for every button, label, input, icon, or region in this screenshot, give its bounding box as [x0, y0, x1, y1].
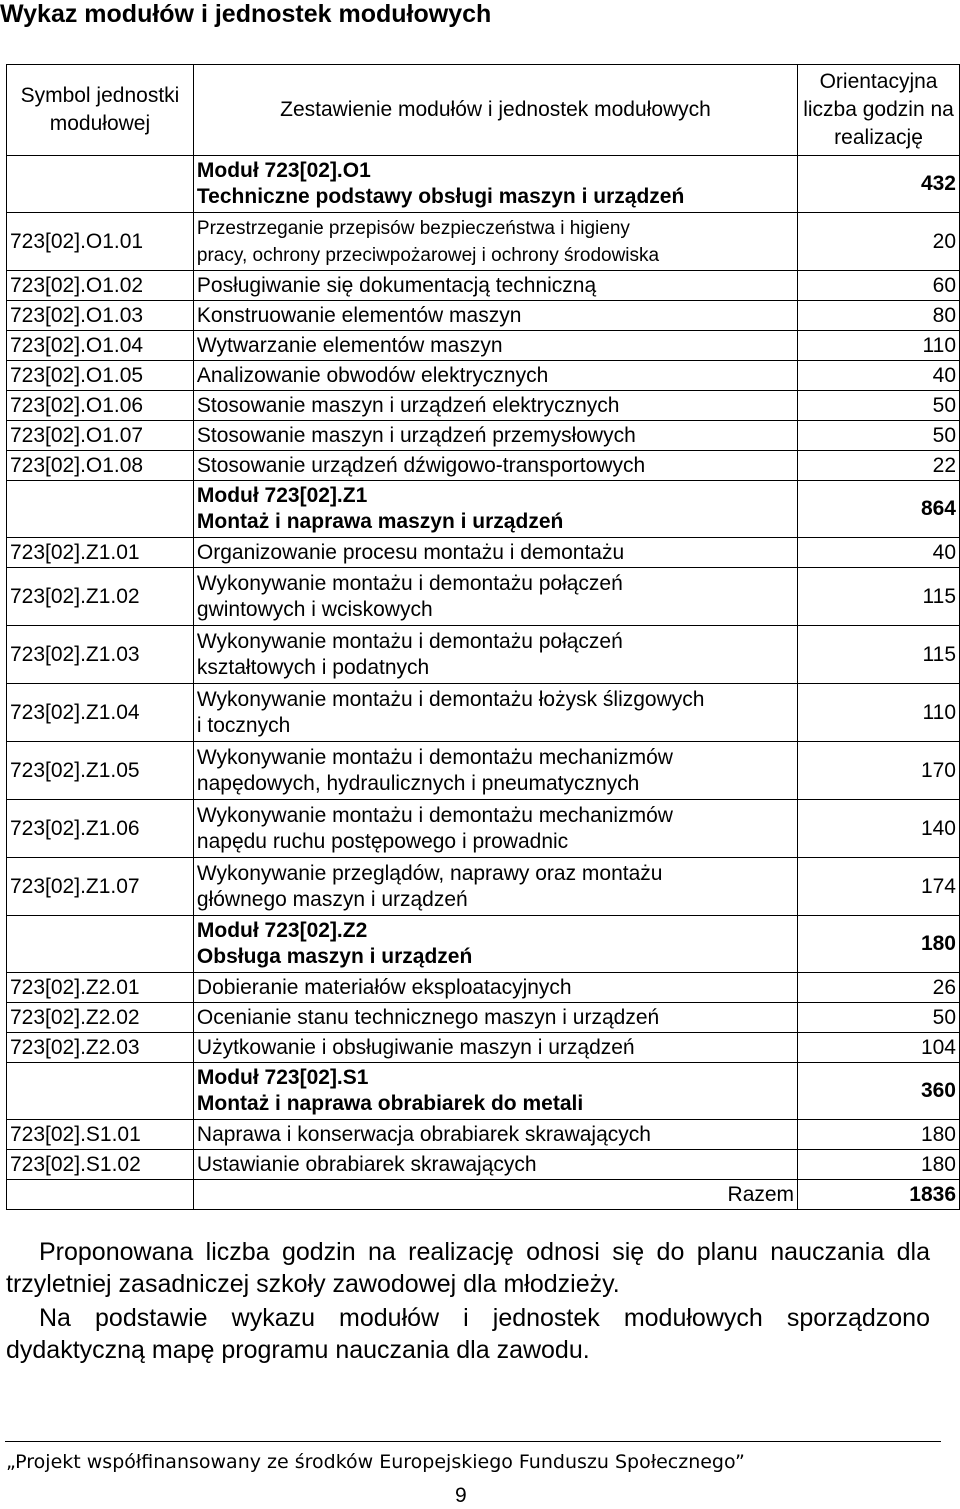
- module-hours: 432: [798, 156, 960, 213]
- unit-row: [7, 1120, 960, 1150]
- unit-hours: 40: [798, 361, 960, 391]
- unit-row: [7, 451, 960, 481]
- module-row: [7, 156, 960, 213]
- unit-hours: 22: [798, 451, 960, 481]
- unit-name-line: Przestrzeganie przepisów bezpieczeństwa i higieny: [196, 217, 630, 239]
- module-name: [193, 481, 797, 538]
- unit-row: [7, 331, 960, 361]
- total-label: Razem: [193, 1180, 797, 1210]
- note-paragraph-2: Na podstawie wykazu modułów i jednostek modułowych sporządzono dydaktyczną mapę programu nauczania dla zawodu.: [6, 1304, 930, 1364]
- unit-name: Organizowanie procesu montażu i demontażu: [193, 538, 797, 568]
- unit-row: [7, 1033, 960, 1063]
- unit-row: [7, 800, 960, 858]
- unit-name-line: Wykonywanie montażu i demontażu mechanizmów: [196, 745, 673, 769]
- unit-symbol: 723[02].Z2.01: [7, 973, 194, 1003]
- unit-row: [7, 742, 960, 800]
- unit-row: [7, 421, 960, 451]
- module-code: Moduł 723[02].S1: [196, 1066, 369, 1089]
- module-code: Moduł 723[02].Z1: [196, 484, 368, 507]
- module-hours: 360: [798, 1063, 960, 1120]
- unit-name: [193, 742, 797, 800]
- unit-name: [193, 213, 797, 271]
- module-name: [193, 1063, 797, 1120]
- unit-hours: 110: [798, 331, 960, 361]
- unit-hours: 60: [798, 271, 960, 301]
- unit-symbol: 723[02].O1.01: [7, 213, 194, 271]
- unit-row: [7, 538, 960, 568]
- unit-hours: 180: [798, 1150, 960, 1180]
- unit-name: Analizowanie obwodów elektrycznych: [193, 361, 797, 391]
- unit-hours: 104: [798, 1033, 960, 1063]
- unit-symbol: 723[02].Z1.05: [7, 742, 194, 800]
- unit-name: [193, 800, 797, 858]
- header-name: Zestawienie modułów i jednostek modułowych: [193, 65, 797, 156]
- unit-name: Posługiwanie się dokumentacją techniczną: [193, 271, 797, 301]
- total-spacer: [7, 1180, 194, 1210]
- unit-symbol: 723[02].Z1.03: [7, 626, 194, 684]
- module-title: Montaż i naprawa maszyn i urządzeń: [196, 510, 564, 533]
- unit-hours: 170: [798, 742, 960, 800]
- unit-symbol: 723[02].O1.02: [7, 271, 194, 301]
- unit-symbol: 723[02].Z2.03: [7, 1033, 194, 1063]
- unit-hours: 180: [798, 1120, 960, 1150]
- unit-row: [7, 1150, 960, 1180]
- unit-name-line: Wykonywanie montażu i demontażu mechanizmów: [196, 803, 673, 827]
- unit-symbol: 723[02].Z2.02: [7, 1003, 194, 1033]
- unit-hours: 80: [798, 301, 960, 331]
- unit-hours: 50: [798, 421, 960, 451]
- unit-name-line: napędowych, hydraulicznych i pneumatycznych: [196, 771, 640, 795]
- unit-row: [7, 973, 960, 1003]
- unit-name: [193, 858, 797, 916]
- unit-name: Naprawa i konserwacja obrabiarek skrawających: [193, 1120, 797, 1150]
- unit-hours: 50: [798, 1003, 960, 1033]
- unit-hours: 110: [798, 684, 960, 742]
- unit-row: [7, 626, 960, 684]
- unit-row: [7, 858, 960, 916]
- unit-row: [7, 391, 960, 421]
- unit-name: [193, 626, 797, 684]
- unit-symbol: 723[02].O1.07: [7, 421, 194, 451]
- total-row: [7, 1180, 960, 1210]
- module-title: Obsługa maszyn i urządzeń: [196, 945, 473, 968]
- unit-name-line: napędu ruchu postępowego i prowadnic: [196, 829, 569, 853]
- table-header-row: [7, 65, 960, 156]
- unit-row: [7, 301, 960, 331]
- unit-row: [7, 271, 960, 301]
- unit-name: Stosowanie maszyn i urządzeń przemysłowych: [193, 421, 797, 451]
- unit-name: Stosowanie maszyn i urządzeń elektrycznych: [193, 391, 797, 421]
- unit-name-line: Wykonywanie montażu i demontażu połączeń: [196, 571, 623, 595]
- unit-hours: 115: [798, 626, 960, 684]
- header-symbol: Symbol jednostki modułowej: [7, 65, 194, 156]
- unit-name: Użytkowanie i obsługiwanie maszyn i urządzeń: [193, 1033, 797, 1063]
- unit-name: Wytwarzanie elementów maszyn: [193, 331, 797, 361]
- unit-row: [7, 213, 960, 271]
- unit-name-line: kształtowych i podatnych: [196, 655, 430, 679]
- unit-symbol: 723[02].O1.06: [7, 391, 194, 421]
- module-hours: 864: [798, 481, 960, 538]
- module-symbol-cell: [7, 481, 194, 538]
- header-hours: Orientacyjna liczba godzin na realizację: [798, 65, 960, 156]
- unit-symbol: 723[02].Z1.06: [7, 800, 194, 858]
- note-paragraph-1: Proponowana liczba godzin na realizację odnosi się do planu nauczania dla trzyletniej zasadniczej szkoły zawodowej dla młodzieży.: [6, 1238, 930, 1298]
- module-title: Techniczne podstawy obsługi maszyn i urządzeń: [196, 185, 685, 208]
- modules-table: [6, 64, 960, 1210]
- module-name: [193, 156, 797, 213]
- unit-symbol: 723[02].Z1.04: [7, 684, 194, 742]
- unit-symbol: 723[02].S1.02: [7, 1150, 194, 1180]
- unit-name-line: Wykonywanie montażu i demontażu połączeń: [196, 629, 623, 653]
- unit-hours: 174: [798, 858, 960, 916]
- unit-name: Konstruowanie elementów maszyn: [193, 301, 797, 331]
- unit-symbol: 723[02].Z1.07: [7, 858, 194, 916]
- module-code: Moduł 723[02].Z2: [196, 919, 368, 942]
- unit-name-line: Wykonywanie montażu i demontażu łożysk ślizgowych: [196, 687, 705, 711]
- footer-divider: [5, 1441, 941, 1442]
- unit-symbol: 723[02].O1.05: [7, 361, 194, 391]
- module-row: [7, 916, 960, 973]
- unit-hours: 20: [798, 213, 960, 271]
- unit-name-line: pracy, ochrony przeciwpożarowej i ochrony środowiska: [196, 244, 660, 266]
- module-hours: 180: [798, 916, 960, 973]
- unit-name: Dobieranie materiałów eksploatacyjnych: [193, 973, 797, 1003]
- module-symbol-cell: [7, 1063, 194, 1120]
- unit-hours: 140: [798, 800, 960, 858]
- unit-name: Ocenianie stanu technicznego maszyn i urządzeń: [193, 1003, 797, 1033]
- unit-name: [193, 684, 797, 742]
- unit-row: [7, 361, 960, 391]
- unit-hours: 50: [798, 391, 960, 421]
- unit-symbol: 723[02].O1.08: [7, 451, 194, 481]
- module-row: [7, 481, 960, 538]
- module-symbol-cell: [7, 156, 194, 213]
- unit-name: Stosowanie urządzeń dźwigowo-transportowych: [193, 451, 797, 481]
- unit-name-line: i tocznych: [196, 713, 291, 737]
- unit-symbol: 723[02].Z1.02: [7, 568, 194, 626]
- unit-name-line: Wykonywanie przeglądów, naprawy oraz montażu: [196, 861, 663, 885]
- module-symbol-cell: [7, 916, 194, 973]
- unit-name: Ustawianie obrabiarek skrawających: [193, 1150, 797, 1180]
- unit-symbol: 723[02].O1.04: [7, 331, 194, 361]
- module-code: Moduł 723[02].O1: [196, 159, 371, 182]
- unit-name-line: głównego maszyn i urządzeń: [196, 887, 468, 911]
- unit-row: [7, 1003, 960, 1033]
- unit-row: [7, 684, 960, 742]
- unit-name-line: gwintowych i wciskowych: [196, 597, 433, 621]
- page-title: Wykaz modułów i jednostek modułowych: [0, 0, 492, 28]
- unit-symbol: 723[02].O1.03: [7, 301, 194, 331]
- page-number: 9: [455, 1484, 467, 1507]
- unit-row: [7, 568, 960, 626]
- unit-hours: 40: [798, 538, 960, 568]
- footer-text: „Projekt współfinansowany ze środków Europejskiego Funduszu Społecznego”: [6, 1451, 745, 1473]
- unit-hours: 26: [798, 973, 960, 1003]
- unit-symbol: 723[02].S1.01: [7, 1120, 194, 1150]
- module-row: [7, 1063, 960, 1120]
- total-value: 1836: [798, 1180, 960, 1210]
- module-title: Montaż i naprawa obrabiarek do metali: [196, 1092, 584, 1115]
- module-name: [193, 916, 797, 973]
- unit-name: [193, 568, 797, 626]
- unit-hours: 115: [798, 568, 960, 626]
- unit-symbol: 723[02].Z1.01: [7, 538, 194, 568]
